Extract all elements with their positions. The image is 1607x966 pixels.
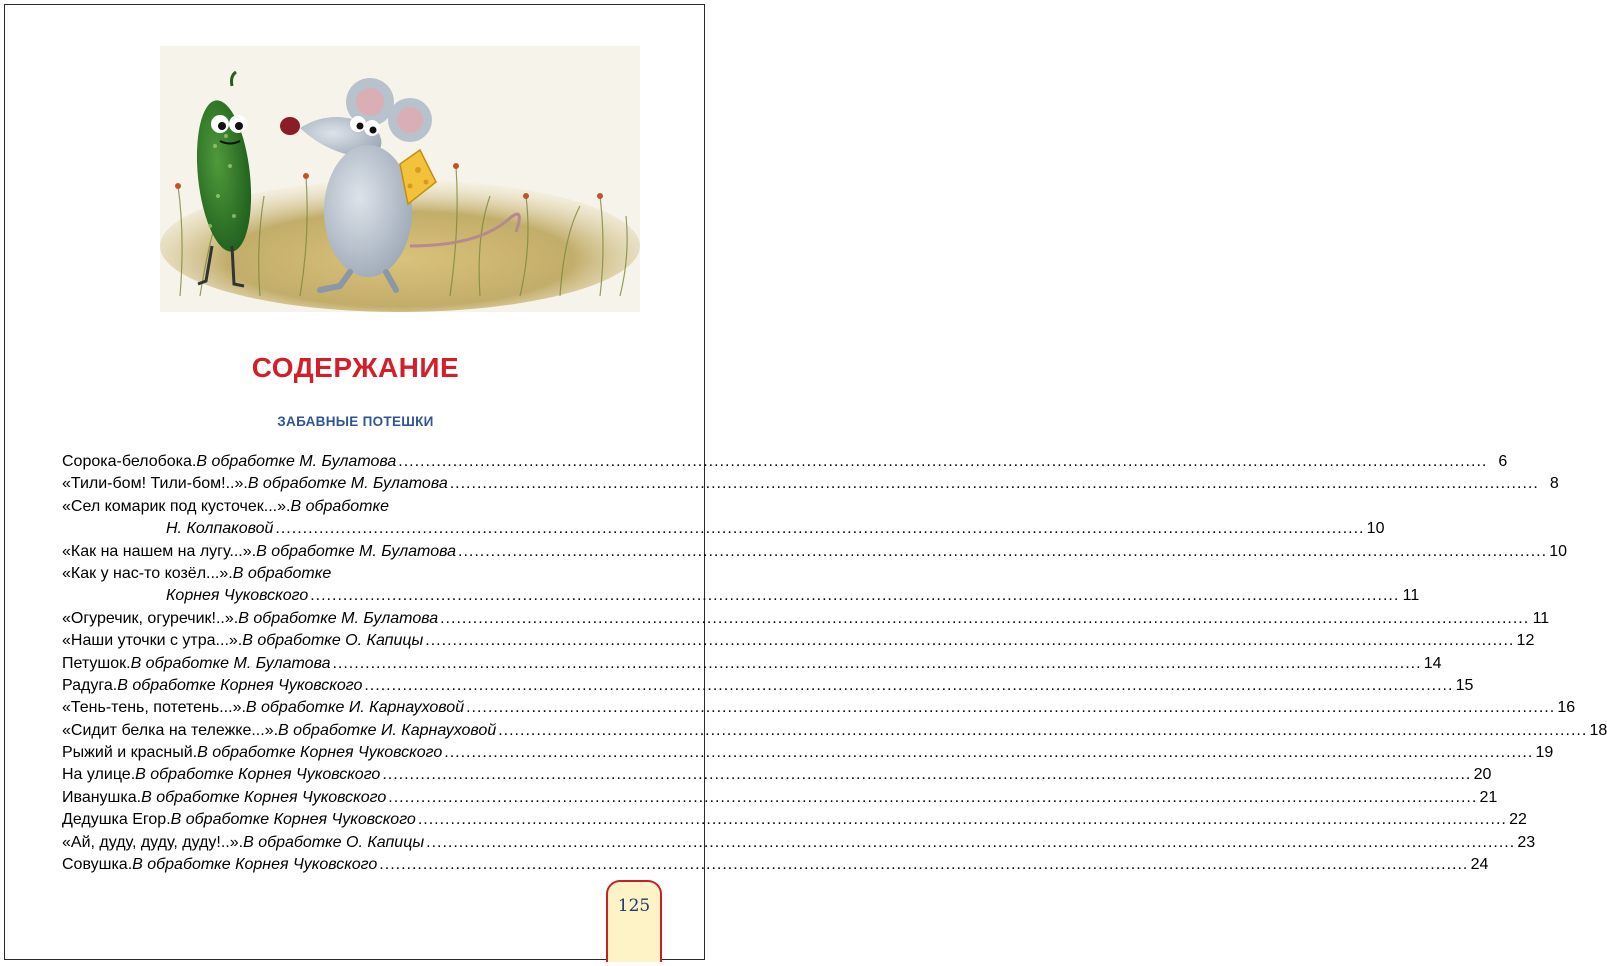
toc-entry-adapted: В обработке Корнея Чуковского bbox=[132, 856, 378, 874]
page-number-tab bbox=[606, 880, 662, 962]
toc-entry bbox=[62, 697, 1576, 719]
toc-entry-title: Рыжий и красный. bbox=[62, 744, 198, 762]
toc-entry bbox=[62, 809, 1527, 831]
toc-entry-page: 16 bbox=[1557, 699, 1576, 717]
toc-leader-dots: ........................................................................................................................................................................................................ bbox=[426, 833, 1516, 851]
toc-entry-title: «Тень-тень, потетень...». bbox=[62, 699, 246, 717]
page-title: СОДЕРЖАНИЕ bbox=[251, 352, 460, 383]
toc-entry-line bbox=[62, 496, 582, 518]
toc-entry-adapted: В обработке М. Булатова bbox=[238, 609, 439, 627]
toc-entry-adapted-cont: Н. Колпаковой bbox=[166, 520, 274, 538]
toc-leader-dots: ........................................................................................................................................................................................................ bbox=[498, 721, 1588, 739]
toc-entry-page: 6 bbox=[1498, 453, 1508, 470]
toc-entry-adapted: В обработке Корнея Чуковского bbox=[141, 788, 387, 806]
toc-entry-adapted: В обработке М. Булатова bbox=[130, 654, 331, 672]
toc-leader-dots: ........................................................................................................................................................................................................ bbox=[398, 453, 1488, 470]
toc-leader-dots: ........................................................................................................................................................................................................ bbox=[444, 744, 1534, 762]
toc-leader-dots: ........................................................................................................................................................................................................ bbox=[332, 654, 1422, 672]
toc-entry bbox=[62, 630, 1535, 652]
toc-entry bbox=[62, 742, 1554, 764]
toc-entry bbox=[62, 764, 1492, 786]
toc-entry-page: 11 bbox=[1402, 587, 1420, 605]
toc-leader-dots: ........................................................................................................................................................................................................ bbox=[275, 520, 1365, 538]
toc-entry-title: Петушок. bbox=[62, 654, 131, 672]
toc-entry-adapted: В обработке О. Капицы bbox=[243, 833, 425, 851]
toc-entry-adapted: В обработке bbox=[290, 497, 389, 515]
toc-entry bbox=[62, 653, 1442, 675]
toc-leader-dots: ........................................................................................................................................................................................................ bbox=[425, 632, 1515, 650]
toc-entry-title: «Тили-бом! Тили-бом!..». bbox=[62, 475, 248, 493]
toc-entry-title: Совушка. bbox=[62, 856, 133, 874]
toc-entry-title: Дедушка Егор. bbox=[62, 811, 171, 829]
toc-entry-adapted: В обработке Корнея Чуковского bbox=[117, 676, 363, 694]
toc-entry-line bbox=[62, 518, 1385, 540]
toc-entry-page: 15 bbox=[1455, 676, 1474, 694]
toc-leader-dots: ........................................................................................................................................................................................................ bbox=[449, 475, 1539, 493]
toc-entry-title: На улице. bbox=[62, 766, 136, 784]
toc-entry-page: 14 bbox=[1423, 654, 1442, 672]
toc-entry bbox=[62, 854, 1489, 876]
toc-entry-page: 22 bbox=[1509, 811, 1527, 829]
toc-entry-title: «Сел комарик под кусточек...». bbox=[62, 497, 291, 515]
toc-entry-title: «Наши уточки с утра...». bbox=[62, 632, 243, 650]
toc-leader-dots: ........................................................................................................................................................................................................ bbox=[379, 856, 1469, 874]
toc-entry-title: «Огуречик, огуречик!..». bbox=[62, 609, 239, 627]
toc-leader-dots: ........................................................................................................................................................................................................ bbox=[388, 788, 1478, 806]
toc-entry-title: «Ай, дуду, дуду, дуду!..». bbox=[62, 833, 244, 851]
toc-entry bbox=[62, 832, 1536, 854]
toc-entry-title: «Как на нашем на лугу...». bbox=[62, 542, 257, 560]
toc-entry bbox=[62, 787, 1498, 809]
cucumber-mouse-illustration bbox=[160, 46, 640, 312]
toc-entry-page: 11 bbox=[1532, 609, 1550, 627]
toc-entry-adapted: В обработке bbox=[232, 564, 332, 582]
toc-entry bbox=[62, 720, 1607, 742]
toc-entry-adapted: В обработке И. Карнауховой bbox=[245, 699, 465, 717]
toc-entry-page: 21 bbox=[1479, 788, 1498, 806]
toc-leader-dots: ........................................................................................................................................................................................................ bbox=[364, 676, 1454, 694]
toc-leader-dots: ........................................................................................................................................................................................................ bbox=[310, 587, 1400, 605]
toc-entry-page: 19 bbox=[1535, 744, 1554, 762]
toc-entry-title: Радуга. bbox=[62, 676, 118, 694]
toc-entry bbox=[62, 541, 1568, 563]
toc-entry-adapted: В обработке О. Капицы bbox=[242, 632, 424, 650]
toc-entry-title: Иванушка. bbox=[62, 788, 142, 806]
toc-entry-adapted: В обработке Корнея Чуковского bbox=[197, 744, 443, 762]
toc-entry-page: 12 bbox=[1516, 632, 1535, 650]
toc-entry-title: «Как у нас-то козёл...». bbox=[62, 564, 233, 582]
toc-leader-dots: ........................................................................................................................................................................................................ bbox=[440, 609, 1530, 627]
section-title: ЗАБАВНЫЕ ПОТЕШКИ bbox=[277, 414, 434, 429]
toc-leader-dots: ........................................................................................................................................................................................................ bbox=[466, 699, 1556, 717]
toc-entry bbox=[62, 675, 1474, 697]
toc-entry-adapted-cont: Корнея Чуковского bbox=[166, 587, 309, 605]
toc-entry-page: 10 bbox=[1549, 542, 1568, 560]
table-of-contents bbox=[62, 451, 1607, 876]
toc-entry bbox=[62, 451, 1508, 473]
toc-entry-adapted: В обработке И. Карнауховой bbox=[278, 721, 497, 739]
toc-entry-page: 23 bbox=[1517, 833, 1536, 851]
toc-entry-page: 8 bbox=[1549, 475, 1559, 493]
toc-entry-page: 10 bbox=[1366, 520, 1385, 538]
toc-entry bbox=[62, 473, 1559, 495]
toc-entry-title: Сорока-белобока. bbox=[62, 453, 197, 470]
toc-entry-adapted: В обработке М. Булатова bbox=[256, 542, 456, 560]
toc-entry bbox=[62, 608, 1550, 630]
toc-entry-page: 20 bbox=[1473, 766, 1492, 784]
toc-entry-adapted: В обработке М. Булатова bbox=[196, 453, 397, 470]
toc-entry-line bbox=[62, 563, 582, 585]
toc-leader-dots: ........................................................................................................................................................................................................ bbox=[458, 542, 1548, 560]
toc-entry-title: «Сидит белка на тележке...». bbox=[62, 721, 279, 739]
toc-entry-page: 24 bbox=[1470, 856, 1489, 874]
toc-entry-adapted: В обработке М. Булатова bbox=[247, 475, 448, 493]
toc-entry-adapted: В обработке Корнея Чуковского bbox=[170, 811, 416, 829]
toc-leader-dots: ........................................................................................................................................................................................................ bbox=[382, 766, 1472, 784]
toc-leader-dots: ........................................................................................................................................................................................................ bbox=[417, 811, 1507, 829]
toc-entry-page: 18 bbox=[1589, 721, 1607, 739]
toc-entry-adapted: В обработке Корнея Чуковского bbox=[135, 766, 381, 784]
toc-entry-line bbox=[62, 585, 1420, 607]
page-number: 125 bbox=[617, 896, 651, 916]
